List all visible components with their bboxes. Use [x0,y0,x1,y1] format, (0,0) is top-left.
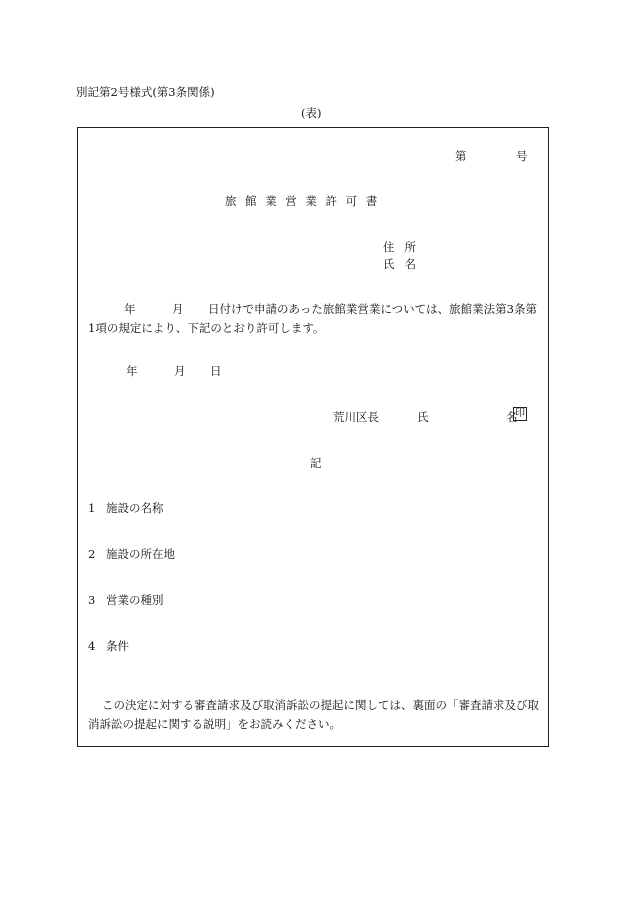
issue-date [126,363,222,379]
issuer-honorific: 氏 [417,410,429,424]
item-label: 施設の所在地 [106,547,175,561]
permit-body-text [88,300,538,338]
seal-name: 名 [506,410,518,424]
body-year: 年 [124,302,136,316]
item-label: 条件 [106,639,129,653]
date-year: 年 [126,364,138,378]
item-number: 1 [88,501,96,515]
date-month: 月 [174,364,186,378]
seal-stamp: 印 [515,408,525,419]
form-label: 別記第2号様式(第3条関係) [76,85,215,99]
body-month: 月 [172,302,184,316]
number-prefix: 第 [455,149,467,163]
permit-frame [77,127,549,747]
item-label: 施設の名称 [106,501,164,515]
date-day: 日 [210,364,222,378]
appeal-notice [88,696,540,734]
body-statement: 日付けで申請のあった旅館業営業については、旅館業法第3条第1項の規定により、下記のとおり許可します。 [88,302,537,335]
item-business-type [88,592,164,608]
ki-heading: 記 [310,456,322,470]
address-label: 住所 [383,240,426,254]
issuer: 荒川区長 [333,410,379,424]
document-title: 旅館業営業許可書 [225,194,386,208]
name-label: 氏名 [383,257,426,271]
item-facility-name [88,500,164,516]
item-number: 3 [88,593,96,607]
item-conditions [88,638,129,654]
item-label: 営業の種別 [106,593,164,607]
number-suffix: 号 [516,149,528,163]
appeal-notice-text: この決定に対する審査請求及び取消訴訟の提起に関しては、裏面の「審査請求及び取消訴訟の提起に関する説明」をお読みください。 [88,698,539,731]
side-label: (表) [301,106,322,120]
item-number: 2 [88,547,96,561]
item-facility-location [88,546,175,562]
item-number: 4 [88,639,96,653]
